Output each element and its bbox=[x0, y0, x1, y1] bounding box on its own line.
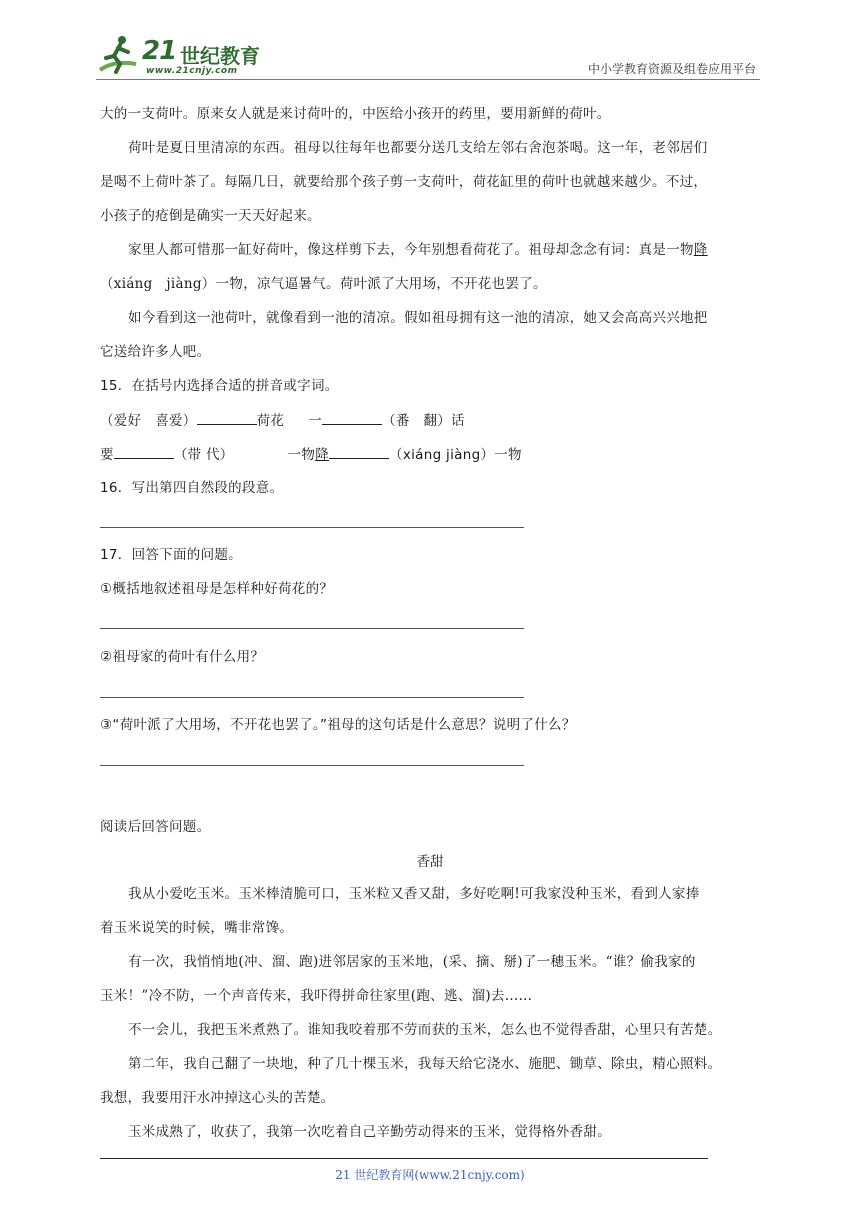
q15-text-a2: 荷花 bbox=[256, 413, 285, 429]
runner-logo-icon bbox=[96, 34, 142, 76]
passage2-line-3: 有一次，我悄悄地(冲、溜、跑)进邻居家的玉米地，(采、摘、掰)了一穗玉米。“谁？偷我家的 bbox=[128, 954, 696, 970]
footer-divider bbox=[100, 1158, 708, 1159]
platform-name: 中小学教育资源及组卷应用平台 bbox=[587, 62, 756, 76]
passage1-line-5-text: 家里人都可惜那一缸好荷叶，像这样剪下去，今年别想看荷花了。祖母却念念有词：真是一物 bbox=[128, 242, 694, 258]
passage2-line-1: 我从小爱吃玉米。玉米棒清脆可口，玉米粒又香又甜，多好吃啊!可我家没种玉米，看到人家捧 bbox=[128, 886, 700, 902]
underlined-char: 降 bbox=[693, 242, 708, 258]
reading-instruction: 阅读后回答问题。 bbox=[100, 819, 211, 835]
footer-link[interactable]: 21 世纪教育网(www.21cnjy.com) bbox=[335, 1168, 525, 1182]
passage1-line-7: 如今看到这一池荷叶，就像看到一池的清凉。假如祖母拥有这一池的清凉，她又会高高兴兴地把 bbox=[128, 310, 708, 326]
passage2-line-2: 着玉米说笑的时候，嘴非常馋。 bbox=[100, 920, 294, 936]
underlined-char: 降 bbox=[315, 447, 330, 463]
passage2-line-5: 不一会儿，我把玉米煮熟了。谁知我咬着那不劳而获的玉米，怎么也不觉得香甜，心里只有苦楚。 bbox=[128, 1022, 722, 1038]
answer-line[interactable] bbox=[100, 765, 524, 766]
question-17-stem: 17．回答下面的问题。 bbox=[100, 547, 242, 563]
site-logo[interactable] bbox=[96, 34, 266, 78]
logo-name: 世纪教育 bbox=[180, 44, 260, 68]
passage1-line-8: 它送给许多人吧。 bbox=[100, 344, 211, 360]
q15-text-b1: 要 bbox=[100, 447, 114, 463]
question-15-row-2 bbox=[100, 444, 522, 465]
answer-blank[interactable] bbox=[322, 410, 382, 425]
passage2-line-6: 第二年，我自己翻了一块地，种了几十棵玉米，我每天给它浇水、施肥、锄草、除虫，精心照料。 bbox=[128, 1056, 722, 1072]
question-16-stem: 16．写出第四自然段的段意。 bbox=[100, 480, 284, 496]
passage1-line-6: （xiáng jiàng）一物，凉气逼暑气。荷叶派了大用场，不开花也罢了。 bbox=[100, 276, 547, 292]
answer-line[interactable] bbox=[100, 527, 524, 528]
answer-blank[interactable] bbox=[114, 444, 174, 459]
q15-option-a: （爱好 喜爱） bbox=[100, 413, 197, 429]
q15-option-c: （带 代） bbox=[173, 447, 234, 463]
logo-number: 21 bbox=[142, 36, 177, 66]
q15-text-b3: 一物 bbox=[287, 447, 316, 463]
answer-line[interactable] bbox=[100, 697, 524, 698]
answer-line[interactable] bbox=[100, 628, 524, 629]
page-header bbox=[96, 30, 760, 78]
passage1-line-3: 是喝不上荷叶茶了。每隔几日，就要给那个孩子剪一支荷叶，荷花缸里的荷叶也就越来越少。不过， bbox=[100, 174, 708, 190]
passage2-line-7: 我想，我要用汗水冲掉这心头的苦楚。 bbox=[100, 1090, 335, 1106]
passage2-line-8: 玉米成熟了，收获了，我第一次吃着自己辛勤劳动得来的玉米，觉得格外香甜。 bbox=[128, 1124, 611, 1140]
q15-option-d: （xiáng jiàng）一物 bbox=[389, 447, 522, 463]
passage1-line-1: 大的一支荷叶。原来女人就是来讨荷叶的，中医给小孩开的药里，要用新鲜的荷叶。 bbox=[100, 106, 611, 122]
answer-blank[interactable] bbox=[329, 444, 389, 459]
passage2-title: 香甜 bbox=[416, 854, 444, 870]
logo-url: www.21cnjy.com bbox=[146, 66, 238, 76]
question-15-row-1 bbox=[100, 410, 465, 431]
answer-blank[interactable] bbox=[197, 410, 257, 425]
question-15-stem: 15．在括号内选择合适的拼音或字词。 bbox=[100, 378, 339, 394]
q15-option-b: （番 翻）话 bbox=[382, 413, 465, 429]
passage1-line-4: 小孩子的疮倒是确实一天天好起来。 bbox=[100, 208, 321, 224]
header-divider bbox=[96, 79, 760, 80]
question-17-sub-1: ①概括地叙述祖母是怎样种好荷花的？ bbox=[100, 581, 334, 597]
passage1-line-5 bbox=[128, 240, 708, 260]
passage1-line-2: 荷叶是夏日里清凉的东西。祖母以往每年也都要分送几支给左邻右舍泡茶喝。这一年，老邻居们 bbox=[128, 140, 708, 156]
question-17-sub-2: ②祖母家的荷叶有什么用？ bbox=[100, 649, 265, 665]
question-17-sub-3: ③“荷叶派了大用场，不开花也罢了。”祖母的这句话是什么意思？说明了什么？ bbox=[100, 717, 576, 733]
passage2-line-4: 玉米！”冷不防，一个声音传来，我吓得拼命往家里(跑、逃、溜)去…… bbox=[100, 988, 533, 1004]
q15-text-a3: 一 bbox=[308, 413, 323, 429]
